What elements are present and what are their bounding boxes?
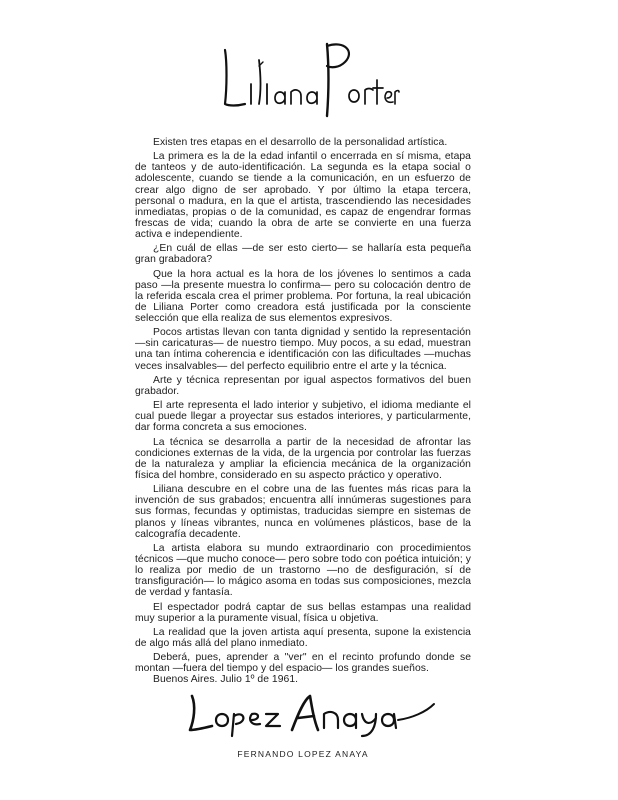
paragraph: ¿En cuál de ellas —de ser esto cierto— se hallaría esta pequeña gran grabadora?: [135, 243, 471, 266]
paragraph: Deberá, pues, aprender a "ver" en el recinto profundo donde se montan —fuera del tiempo y del espacio— los grandes sueños.: [135, 652, 471, 675]
author-name: FERNANDO LOPEZ ANAYA: [237, 749, 369, 759]
paragraph: Pocos artistas llevan con tanta dignidad y sentido la representación —sin caricaturas— de nuestro tiempo. Muy pocos, a su edad, muestran una tan íntima coherencia e identificación con las dificultades —muchas veces insalvables— del perfecto equilibrio entre el arte y la técnica.: [135, 327, 471, 372]
paragraph: La técnica se desarrolla a partir de la necesidad de afrontar las condiciones externas de la vida, de la urgencia por controlar las fuerzas de la naturaleza y ampliar la eficiencia mecánica de la organización física del hombre, considerado en su aspecto práctico y operativo.: [135, 436, 471, 481]
paragraph: El espectador podrá captar de sus bellas estampas una realidad muy superior a la puramente visual, física u objetiva.: [135, 601, 471, 624]
author-signature: [182, 690, 444, 738]
paragraph: El arte representa el lado interior y subjetivo, el idioma mediante el cual puede llegar a proyectar sus estados interiores, y particularmente, dar forma concreta a sus emociones.: [135, 400, 471, 434]
artist-signature: [215, 32, 400, 122]
foreword-text: [135, 137, 471, 686]
paragraph: Arte y técnica representan por igual aspectos formativos del buen grabador.: [135, 374, 471, 397]
paragraph: Que la hora actual es la hora de los jóvenes lo sentimos a cada paso —la presente muestra lo confirma— pero su colocación dentro de la referida escala crea el primer problema. Por fortuna, la real ubicación de Liliana Porter como creadora está justificada por la consciente selección que ella realiza de sus elementos expresivos.: [135, 268, 471, 324]
place-date: Buenos Aires. Julio 1º de 1961.: [153, 674, 299, 686]
paragraph: Existen tres etapas en el desarrollo de la personalidad artística.: [153, 137, 448, 148]
paragraph: La primera es la de la edad infantil o encerrada en sí misma, etapa de tanteos y de auto-identificación. La segunda es la etapa social o adolescente, cuando se tiende a la comunicación, en un esfuerzo de crear algo digno de ser aprobado. Y por último la etapa tercera, personal o madura, en la que el artista, trascendiendo las necesidades inmediatas, propias o de la comunidad, es capaz de engendrar formas frescas de vida; cuando la obra de arte se convierte en una fuerza activa e independiente.: [135, 151, 471, 240]
paragraph: La artista elabora su mundo extraordinario con procedimientos técnicos —que mucho conoce— pero sobre todo con poética intuición; y lo realiza por medio de un trastorno —no de desfiguración, sí de transfiguración— lo mágico asoma en todas sus composiciones, mezcla de verdad y fantasía.: [135, 542, 471, 599]
paragraph: Liliana descubre en el cobre una de las fuentes más ricas para la invención de sus grabados; encuentra allí innúmeras sugestiones para sus formas, fecundas y optimistas, traducidas siempre en sistemas de planos y líneas vibrantes, nunca en volúmenes plásticos, base de la calcografía decadente.: [135, 484, 471, 540]
paragraph: La realidad que la joven artista aquí presenta, supone la existencia de algo más allá del plano inmediato.: [135, 626, 471, 649]
